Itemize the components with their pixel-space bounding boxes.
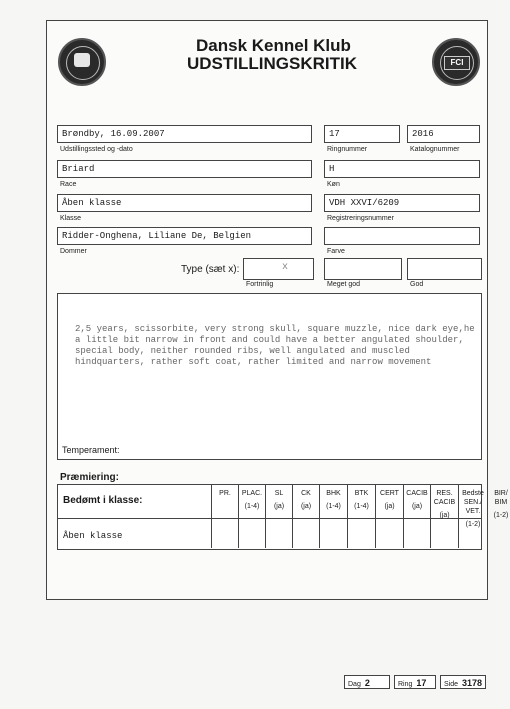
column-subtitle: (ja) <box>439 512 450 519</box>
sex-label: Køn <box>327 181 340 188</box>
org-title: Dansk Kennel Klub <box>196 36 351 55</box>
column-title: BTK <box>354 490 369 497</box>
form-title: UDSTILLINGSKRITIK <box>187 54 357 73</box>
column-title: SL <box>274 490 284 497</box>
column-subtitle: (1-2) <box>493 512 509 519</box>
grade-god-label: God <box>410 281 424 288</box>
sex-field[interactable]: H <box>324 160 480 178</box>
column-header <box>375 485 403 518</box>
column-header <box>458 485 487 528</box>
column-title: BHK <box>326 490 341 497</box>
column-header <box>265 485 292 518</box>
catalog-field[interactable]: 2016 <box>407 125 480 143</box>
column-subtitle: (1-4) <box>326 503 341 510</box>
klasse-field[interactable]: Åben klasse <box>57 194 312 212</box>
dag-label: Dag <box>348 681 361 688</box>
result-cell[interactable] <box>487 519 510 548</box>
result-cell[interactable] <box>238 519 266 548</box>
race-field[interactable]: Briard <box>57 160 312 178</box>
result-cell[interactable] <box>319 519 348 548</box>
side-label: Side <box>444 681 459 688</box>
ring-box <box>394 675 436 689</box>
grade-god-box[interactable] <box>407 258 482 280</box>
column-header <box>292 485 319 518</box>
ring-field[interactable]: 17 <box>324 125 400 143</box>
result-cell[interactable] <box>347 519 376 548</box>
result-cell[interactable] <box>211 519 239 548</box>
dag-box <box>344 675 390 689</box>
dkk-logo <box>58 38 106 86</box>
column-title: Bedste SEN./ VET. <box>462 490 484 515</box>
color-label: Farve <box>327 248 345 255</box>
color-field[interactable] <box>324 227 480 245</box>
catalog-label: Katalognummer <box>410 146 460 153</box>
column-title: CERT <box>380 490 399 497</box>
type-mark: x <box>282 262 289 273</box>
column-title: PR. <box>219 490 231 497</box>
result-cell[interactable] <box>265 519 293 548</box>
side-box <box>440 675 486 689</box>
dag-value: 2 <box>364 678 370 688</box>
klasse-label: Klasse <box>60 215 82 222</box>
column-header <box>403 485 430 518</box>
column-header <box>319 485 347 518</box>
temperament-label: Temperament: <box>62 445 120 455</box>
column-header <box>430 485 458 518</box>
critique-box[interactable] <box>57 293 482 460</box>
grade-fortrinlig-label: Fortrinlig <box>246 281 274 288</box>
place-date-field[interactable]: Brøndby, 16.09.2007 <box>57 125 312 143</box>
grade-meget-god-box[interactable] <box>324 258 402 280</box>
reg-field[interactable]: VDH XXVI/6209 <box>324 194 480 212</box>
column-header <box>238 485 265 518</box>
column-title: RES. CACIB <box>433 490 456 506</box>
judge-field[interactable]: Ridder-Onghena, Liliane De, Belgien <box>57 227 312 245</box>
column-subtitle: (1-4) <box>244 503 260 510</box>
judge-label: Dommer <box>60 248 87 255</box>
bedoemt-value: Åben klasse <box>63 531 123 541</box>
column-title: CACIB <box>406 490 428 497</box>
grade-meget-god-label: Meget god <box>327 281 361 288</box>
result-cell[interactable] <box>375 519 404 548</box>
critique-text: 2,5 years, scissorbite, very strong skull, square muzzle, nice dark eye,he a little bit narrow in front and could have a better angulated shoulder, special body, neither rounded ribs, well angulated and muscled hindquarters, rather soft coat, rather limited and narrow movement <box>75 324 475 367</box>
result-cell[interactable] <box>403 519 431 548</box>
column-title: CK <box>301 490 311 497</box>
type-label: Type (sæt x): <box>181 264 240 275</box>
ring-label: Ringnummer <box>327 146 368 153</box>
result-cell[interactable] <box>458 519 488 548</box>
column-subtitle: (ja) <box>300 503 312 510</box>
column-header <box>211 485 238 518</box>
column-subtitle: (ja) <box>273 503 285 510</box>
column-title: BIR/ BIM <box>494 490 508 506</box>
fci-logo: FCI <box>432 38 480 86</box>
praemiering-table <box>57 484 509 550</box>
column-subtitle: (ja) <box>384 503 395 510</box>
column-subtitle: (1-4) <box>354 503 369 510</box>
side-value: 3178 <box>462 678 483 688</box>
result-cell[interactable] <box>430 519 459 548</box>
column-subtitle: (ja) <box>411 503 423 510</box>
column-title: PLAC. <box>241 490 263 497</box>
race-label: Race <box>60 181 77 188</box>
place-date-label: Udstillingssted og -dato <box>60 146 133 153</box>
column-header <box>347 485 375 518</box>
footer-ring-value: 17 <box>416 678 427 688</box>
bedoemt-label: Bedømt i klasse: <box>63 495 143 506</box>
grade-fortrinlig-box[interactable] <box>243 258 314 280</box>
result-cell[interactable] <box>292 519 320 548</box>
column-header <box>487 485 510 518</box>
praemiering-title: Præmiering: <box>60 472 119 483</box>
column-subtitle: (1-2) <box>465 521 481 528</box>
reg-label: Registreringsnummer <box>327 215 394 222</box>
footer-ring-label: Ring <box>398 681 413 688</box>
